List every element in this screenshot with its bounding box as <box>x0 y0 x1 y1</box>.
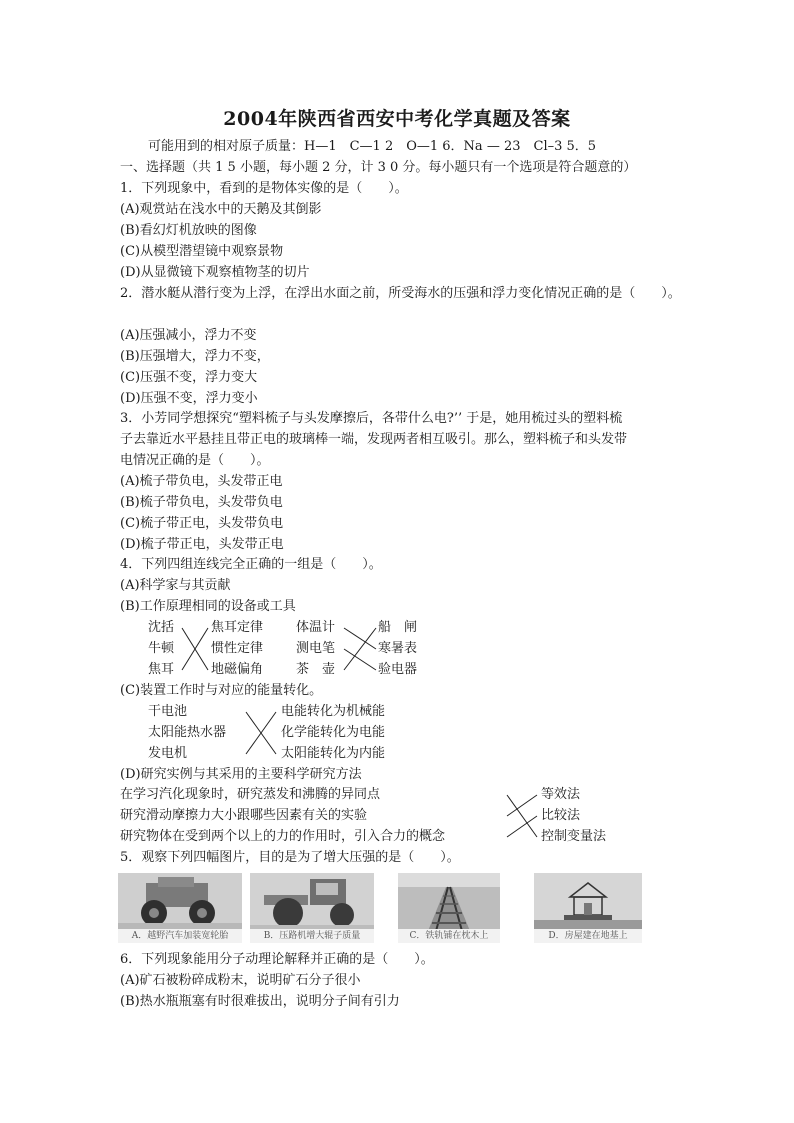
q5-image-b <box>250 873 374 943</box>
q4b-right1-item: 焦耳定律 <box>211 620 264 635</box>
q1-option-a: (A)观赏站在浅水中的天鹅及其倒影 <box>120 202 322 217</box>
q5-image-c <box>398 873 500 943</box>
page-title: 2004年陕西省西安中考化学真题及答案 <box>223 108 571 130</box>
q5-caption-c: C．铁轨铺在枕木上 <box>398 929 500 943</box>
q3-option-a: (A)梳子带负电，头发带正电 <box>120 474 283 489</box>
q3-option-c: (C)梳子带正电，头发带负电 <box>120 516 284 531</box>
house-foundation-icon <box>534 873 642 931</box>
q1-option-d: (D)从显微镜下观察植物茎的切片 <box>120 265 310 280</box>
q4c-left-item: 发电机 <box>148 746 188 761</box>
q4c-right-item: 电能转化为机械能 <box>281 704 386 719</box>
q4b-connector-lines-1 <box>180 620 210 678</box>
q2-option-b: (B)压强增大，浮力不变， <box>120 349 270 364</box>
q4b-right1-item: 惯性定律 <box>211 641 264 656</box>
railway-track-icon <box>398 873 500 931</box>
q3-stem-line2: 子去靠近水平悬挂且带正电的玻璃棒一端，发现两者相互吸引。那么，塑料梳子和头发带 <box>120 432 628 447</box>
section-heading: 一、选择题（共 1 5 小题，每小题 2 分，计 3 0 分。每小题只有一个选项是符合题意的） <box>120 160 637 175</box>
atomic-masses-note: 可能用到的相对原子质量：H—1 C—1 2 O—1 6．Na — 23 Cl–3 5．5 <box>148 139 597 154</box>
q4b-left2-item: 体温计 <box>296 620 336 635</box>
q4d-right-item: 比较法 <box>541 808 581 823</box>
q2-option-d: (D)压强不变，浮力变小 <box>120 391 258 406</box>
q4c-left-item: 干电池 <box>148 704 188 719</box>
offroad-vehicle-icon <box>118 873 242 931</box>
q4-stem: 4．下列四组连线完全正确的一组是（ ）。 <box>120 557 382 572</box>
q2-option-c: (C)压强不变，浮力变大 <box>120 370 258 385</box>
q5-stem: 5．观察下列四幅图片，目的是为了增大压强的是（ ）。 <box>120 850 460 865</box>
q4b-left1-item: 牛顿 <box>148 641 175 656</box>
q2-stem: 2．潜水艇从潜行变为上浮，在浮出水面之前，所受海水的压强和浮力变化情况正确的是（ ）。 <box>120 286 681 301</box>
q6-option-b: (B)热水瓶瓶塞有时很难拔出，说明分子间有引力 <box>120 994 400 1009</box>
q4d-left-item: 在学习汽化现象时，研究蒸发和沸腾的异同点 <box>120 787 381 802</box>
q4d-right-item: 控制变量法 <box>541 829 607 844</box>
q4c-connector-lines <box>244 704 278 762</box>
q4b-right1-item: 地磁偏角 <box>211 662 264 677</box>
q4-option-a: (A)科学家与其贡献 <box>120 578 231 593</box>
q4-option-c: (C)装置工作时与对应的能量转化。 <box>120 683 323 698</box>
q4d-connector-lines <box>505 787 539 845</box>
q5-image-d <box>534 873 642 943</box>
q4-option-b: (B)工作原理相同的设备或工具 <box>120 599 296 614</box>
q3-stem-line1: 3．小芳同学想探究“塑料梳子与头发摩擦后，各带什么电?’’ 于是，她用梳过头的塑料梳 <box>120 411 623 426</box>
q4d-left-item: 研究物体在受到两个以上的力的作用时，引入合力的概念 <box>120 829 446 844</box>
q4b-left2-item: 茶 壶 <box>296 662 336 677</box>
q4b-left1-item: 沈括 <box>148 620 175 635</box>
q4b-right2-item: 寒暑表 <box>378 641 418 656</box>
q5-caption-b: B．压路机增大辊子质量 <box>250 929 374 943</box>
q4b-connector-lines-2 <box>342 620 378 678</box>
q6-option-a: (A)矿石被粉碎成粉末，说明矿石分子很小 <box>120 973 361 988</box>
q4d-left-item: 研究滑动摩擦力大小跟哪些因素有关的实验 <box>120 808 368 823</box>
q4b-right2-item: 船 闸 <box>378 620 418 635</box>
q1-option-b: (B)看幻灯机放映的图像 <box>120 223 257 238</box>
q4-option-d: (D)研究实例与其采用的主要科学研究方法 <box>120 767 362 782</box>
q4d-right-item: 等效法 <box>541 787 581 802</box>
q4c-right-item: 化学能转化为电能 <box>281 725 386 740</box>
q4c-left-item: 太阳能热水器 <box>148 725 227 740</box>
q1-option-c: (C)从模型潜望镜中观察景物 <box>120 244 284 259</box>
q6-stem: 6．下列现象能用分子动理论解释并正确的是（ ）。 <box>120 952 434 967</box>
q4b-left1-item: 焦耳 <box>148 662 175 677</box>
q4b-right2-item: 验电器 <box>378 662 418 677</box>
q5-caption-d: D．房屋建在地基上 <box>534 929 642 943</box>
q4c-right-item: 太阳能转化为内能 <box>281 746 386 761</box>
q5-caption-a: A．越野汽车加装宽轮胎 <box>118 929 242 943</box>
q4b-left2-item: 测电笔 <box>296 641 336 656</box>
q5-image-a <box>118 873 242 943</box>
q3-option-b: (B)梳子带负电，头发带负电 <box>120 495 283 510</box>
q3-stem-line3: 电情况正确的是（ ）。 <box>120 453 270 468</box>
road-roller-icon <box>250 873 374 931</box>
q3-option-d: (D)梳子带正电，头发带正电 <box>120 537 284 552</box>
q2-option-a: (A)压强减小，浮力不变 <box>120 328 257 343</box>
q1-stem: 1．下列现象中，看到的是物体实像的是（ ）。 <box>120 181 408 196</box>
